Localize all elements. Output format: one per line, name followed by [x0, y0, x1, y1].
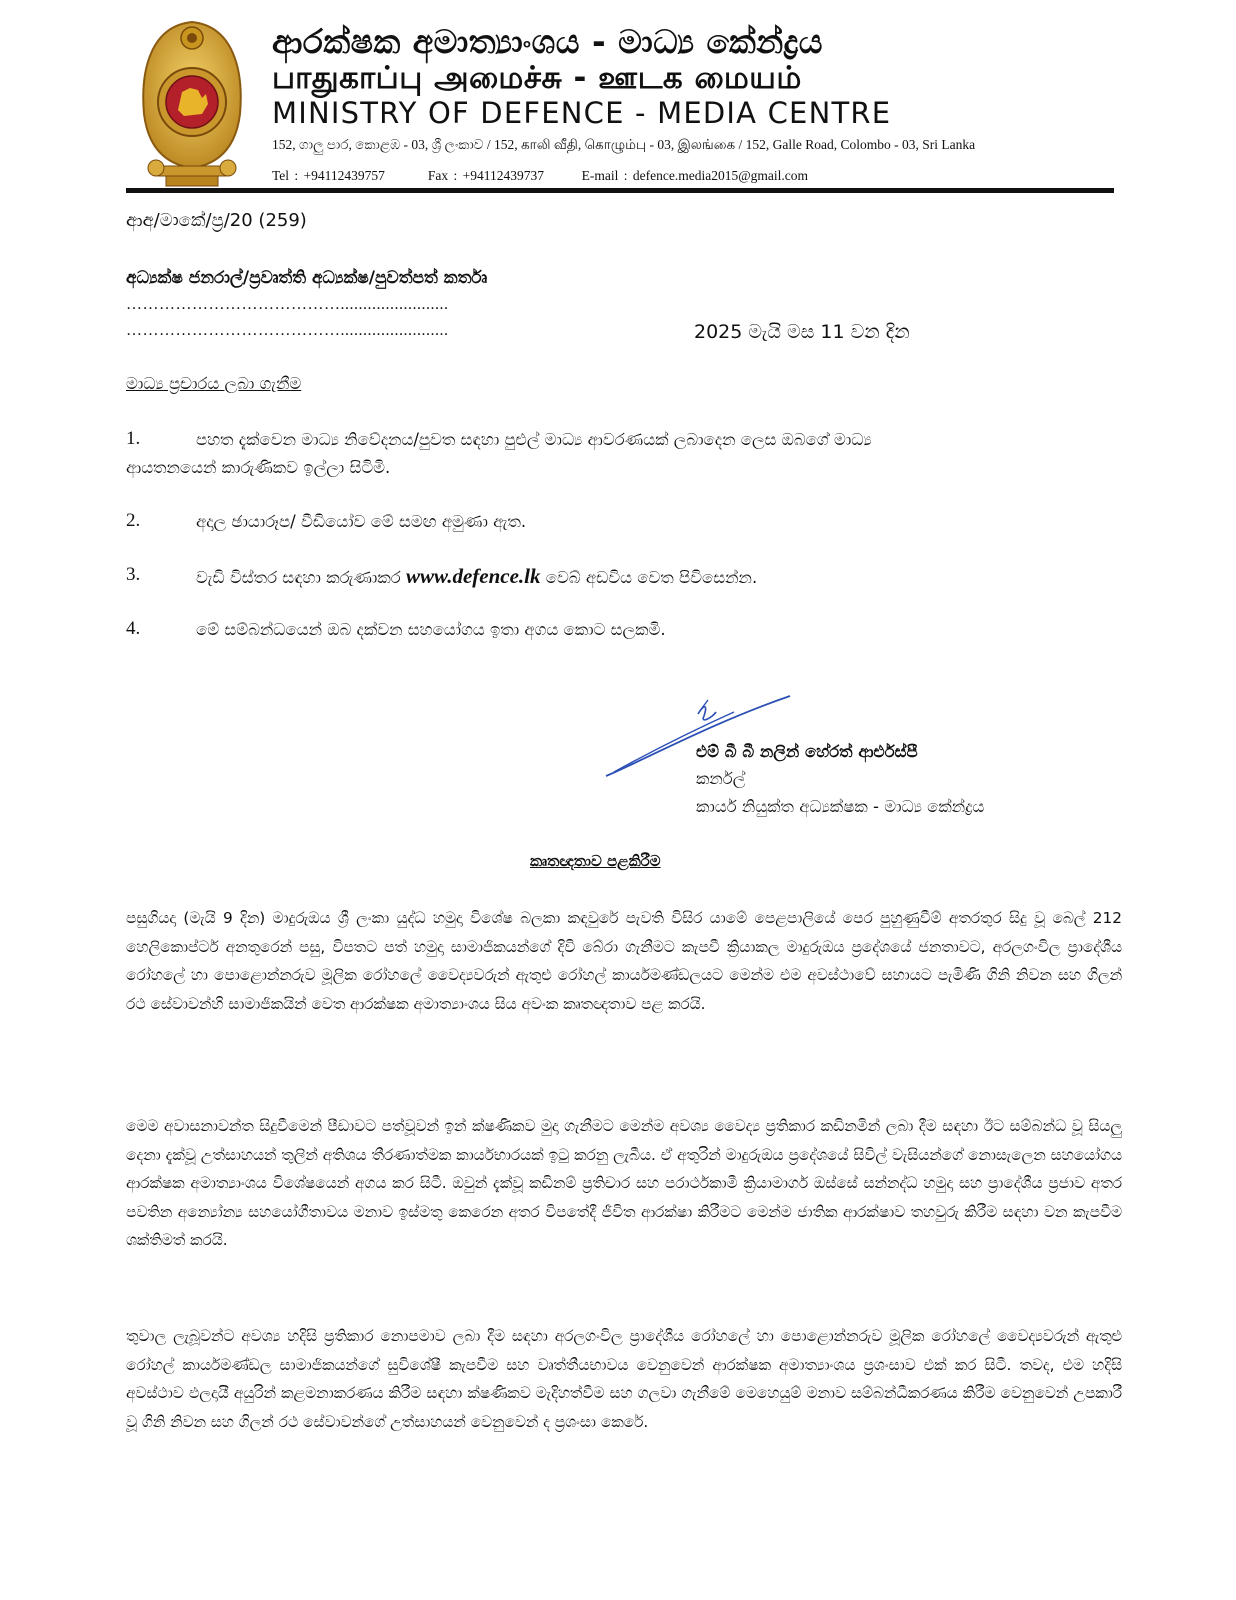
national-emblem-icon: [136, 18, 248, 190]
item-text: ආයතනයෙන් කාරුණිකව ඉල්ලා සිටිමි.: [126, 458, 391, 477]
ministry-name-sinhala: ආරක්ෂක අමාත්‍යාංශය - මාධ්‍ය කේන්ද්‍රය: [272, 22, 823, 61]
item-text: පහත දැක්වෙන මාධ්‍ය නිවේදනය/පුවත සඳහා පුළුල් මාධ්‍ය ආවරණයක් ලබාදෙන ලෙස ඔබගේ මාධ්‍ය: [196, 430, 872, 449]
ministry-name-tamil: பாதுகாப்பு அமைச்சு - ஊடக மையம்: [272, 60, 802, 96]
email: E-mail : defence.media2015@gmail.com: [581, 168, 809, 183]
letterhead-address: 152, ගාලු පාර, කොළඹ - 03, ශ්‍රී ලංකාව / 152, காலி வீதி, கொழும்பு - 03, இலங்கை / 152, Galle Road, Colombo - 03, Sri Lanka: [272, 137, 976, 152]
item-text: අදාල ඡායාරූප/ වීඩියෝව මේ සමඟ අමුණා ඇත.: [196, 512, 527, 531]
body-paragraph: මෙම අවාසනාවන්ත සිදුවීමෙන් පීඩාවට පත්වූවන් ඉන් ක්ෂණිකව මුදා ගැනීමට මෙන්ම අවශ්‍ය වෛද්‍ය ප්‍රතිකාර කඩිනමින් ලබා දීම සඳහා ඊට සම්බන්ධ වූ සියලු දෙනා දැක්වූ උත්සාහයන් තුලින් අතිශය තීරණාත්මක කාර්යභාරයක් ඉටු කරනු ලැබීය. ඒ අතුරින් මාදුරුඔය ප්‍රදේශයේ සිවිල් වැසියන්ගේ නොසැලෙන සහයෝගය ආරක්ෂක අමාත්‍යාංශය විශේෂයෙන් අගය කර සිටී. ඔවුන් දැක්වූ කඩිනම් ප්‍රතිචාර සහ පරාර්ථකාමී ක්‍රියාමාර්ග ඔස්සේ සන්නද්ධ හමුදා සහ ප්‍රාදේශීය ප්‍රජාව අතර පවතින අන්‍යෝන්‍ය සහයෝගීතාවය මනාව ඉස්මතු කෙරෙන අතර විපතේදී ජීවිත ආරක්ෂා කිරීමට මෙන්ම ජාතික ආරක්ෂාව තහවුරු කිරීම සඳහා වන කැපවීම ශක්තිමත් කරයි.: [126, 1117, 1122, 1249]
item-text-after-link: වෙබ් අඩවිය වෙත පිවිසෙන්න.: [545, 568, 758, 587]
website-link[interactable]: www.defence.lk: [405, 564, 541, 588]
letterhead-contact: [272, 168, 808, 184]
letter-date: 2025 මැයි මස 11 වන දින: [694, 321, 910, 343]
address-blank-line: …………………………………........................: [126, 296, 449, 313]
body-paragraph: තුවාල ලැබූවන්ට අවශ්‍ය හදිසි ප්‍රතිකාර නොපමාව ලබා දීම සඳහා අරලගංවිල ප්‍රාදේශීය රෝහලේ හා පොළොන්නරුව මූලික රෝහලේ වෛද්‍යවරුන් ඇතුළු රෝහල් කාර්යමණ්ඩල සාමාජිකයන්ගේ සුවිශේෂී කැපවීම සහ වෘත්තීයභාවය වෙනුවෙන් ආරක්ෂක අමාත්‍යාංශය ප්‍රශංසාව එක් කර සිටී. තවද, එම හදිසි අවස්ථාව ඵලදායී අයුරින් කළමනාකරණය කිරීම සඳහා ක්ෂණිකව මැදිහත්වීම සහ ගලවා ගැනීමේ මෙහෙයුම් මනාව සම්බන්ධීකරණය කිරීම වෙනුවෙන් උපකාරී වූ ගිනි නිවන සහ ගිලන් රථ සේවාවන්ගේ උත්සාහයන් වෙනුවෙන් ද ප්‍රශංසා කෙරේ.: [126, 1327, 1122, 1431]
signatory-name: එම් බී බී නලින් හේරත් ආර්එස්පී: [696, 742, 918, 761]
signatory-rank: කර්නල්: [696, 769, 746, 788]
ministry-name-english: MINISTRY OF DEFENCE - MEDIA CENTRE: [272, 96, 892, 130]
acknowledgement-heading: කෘතඥතාව පළකිරීම: [530, 852, 661, 870]
addressee: අධ්‍යක්ෂ ජනරාල්/ප්‍රවෘත්ති අධ්‍යක්ෂ/පුවත්පත් කර්තෘ: [126, 268, 488, 288]
item-number: 1.: [126, 428, 141, 449]
telephone: Tel : +94112439757: [272, 168, 385, 183]
item-text-before-link: වැඩි විස්තර සඳහා කරුණාකර: [196, 568, 401, 587]
item-number: 3.: [126, 564, 141, 585]
letterhead-divider: [126, 188, 1114, 193]
address-blank-line: …………………………………........................: [126, 322, 449, 339]
item-text: [196, 564, 757, 589]
item-number: 4.: [126, 618, 141, 639]
reference-number: ආඅ/මාකේ/ප්‍ර/20 (259): [126, 210, 307, 231]
body-paragraph: පසුගියදා (මැයි 9 දින) මාදුරුඔය ශ්‍රී ලංකා යුද්ධ හමුදා විශේෂ බලකා කඳවුරේ පැවති විසිර යාමේ පෙළපාලියේ පෙර පුහුණුවීම් අතරතුර සිදු වූ බෙල් 212 හෙලිකොප්ටර් අනතුරෙන් පසු, විපතට පත් හමුදා සාමාජිකයන්ගේ දිවි බේරා ගැනීමට කැපවී ක්‍රියාකල මාදුරුඔය ප්‍රදේශයේ ජනතාවට, අරලගංවිල ප්‍රාදේශීය රෝහලේ හා පොළොන්නරුව මූලික රෝහලේ වෛද්‍යවරුන් ඇතුළු රෝහල් කාර්යමණ්ඩලයට මෙන්ම එම අවස්ථාවේ සහායට පැමිණි ගිනි නිවන සහ ගිලන් රථ සේවාවන්හි සාමාජිකයින් වෙත ආරක්ෂක අමාත්‍යාංශය සිය අවංක කෘතඥතාව පළ කරයි.: [126, 909, 1122, 1013]
signatory-title: කාර්ය නියුක්ත අධ්‍යක්ෂක - මාධ්‍ය කේන්ද්‍රය: [696, 797, 985, 816]
item-text: මේ සම්බන්ධයෙන් ඔබ දක්වන සහයෝගය ඉතා අගය කොට සලකමි.: [196, 620, 666, 639]
item-number: 2.: [126, 510, 141, 531]
subject-heading: මාධ්‍ය ප්‍රචාරය ලබා ගැනීම: [126, 374, 302, 393]
fax: Fax : +94112439737: [427, 168, 545, 183]
handwritten-signature: [604, 690, 794, 780]
